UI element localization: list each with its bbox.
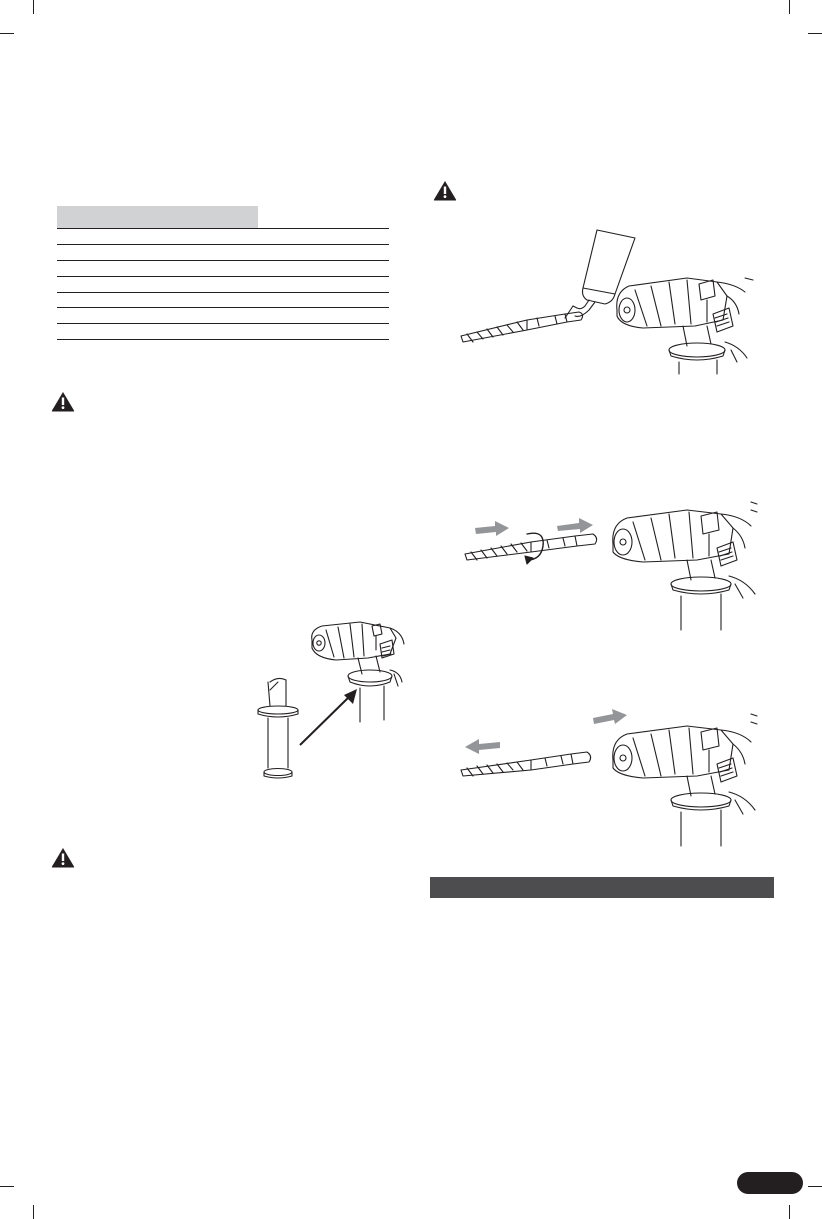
table-cell <box>57 308 258 324</box>
table-row <box>57 292 389 308</box>
warning-triangle-icon <box>433 180 457 201</box>
table-cell <box>258 324 389 340</box>
table-cell <box>258 292 389 308</box>
install-arrow-icon <box>300 689 357 745</box>
page-number-tab <box>737 1172 803 1194</box>
table-row <box>57 324 389 340</box>
table-cell <box>258 260 389 276</box>
crop-mark <box>33 1205 34 1219</box>
drill-bit-illustration <box>461 312 583 342</box>
pull-sleeve-arrow-icon <box>593 709 627 724</box>
table-row <box>57 229 389 245</box>
spec-header-cell <box>57 206 258 229</box>
table-cell <box>57 324 258 340</box>
table-cell <box>258 244 389 260</box>
remove-arrow-icon <box>465 739 500 754</box>
rotary-hammer-illustration <box>613 714 757 846</box>
drill-bit-illustration <box>465 534 597 560</box>
rotary-hammer-illustration <box>617 278 753 374</box>
table-cell <box>57 244 258 260</box>
table-cell <box>258 229 389 245</box>
rotary-hammer-illustration <box>312 622 404 722</box>
rotary-hammer-illustration <box>613 502 757 630</box>
drill-bit-illustration <box>461 752 591 776</box>
section-heading-bar <box>430 877 774 898</box>
crop-mark <box>0 1186 14 1187</box>
table-row <box>57 244 389 260</box>
grease-tube-illustration <box>565 230 635 318</box>
crop-mark <box>0 33 14 34</box>
crop-mark <box>808 1186 822 1187</box>
crop-mark <box>789 1205 790 1219</box>
table-row <box>57 276 389 292</box>
crop-mark <box>33 0 34 14</box>
crop-mark <box>789 0 790 14</box>
table-row <box>57 260 389 276</box>
rotate-arrow-icon <box>527 533 543 560</box>
spec-table-header <box>57 206 389 229</box>
insert-bit-figure <box>455 490 780 635</box>
crop-mark <box>808 33 822 34</box>
spec-table <box>57 206 389 340</box>
spec-header-cell <box>258 206 389 229</box>
warning-triangle-icon <box>51 391 75 412</box>
side-handle-illustration <box>258 678 298 778</box>
table-cell <box>57 260 258 276</box>
table-cell <box>57 229 258 245</box>
grease-bit-figure <box>455 222 775 377</box>
table-cell <box>57 292 258 308</box>
table-row <box>57 308 389 324</box>
remove-bit-figure <box>455 700 780 850</box>
auxiliary-handle-figure <box>240 610 410 790</box>
table-cell <box>57 276 258 292</box>
table-cell <box>258 276 389 292</box>
warning-triangle-icon <box>51 847 75 868</box>
table-cell <box>258 308 389 324</box>
